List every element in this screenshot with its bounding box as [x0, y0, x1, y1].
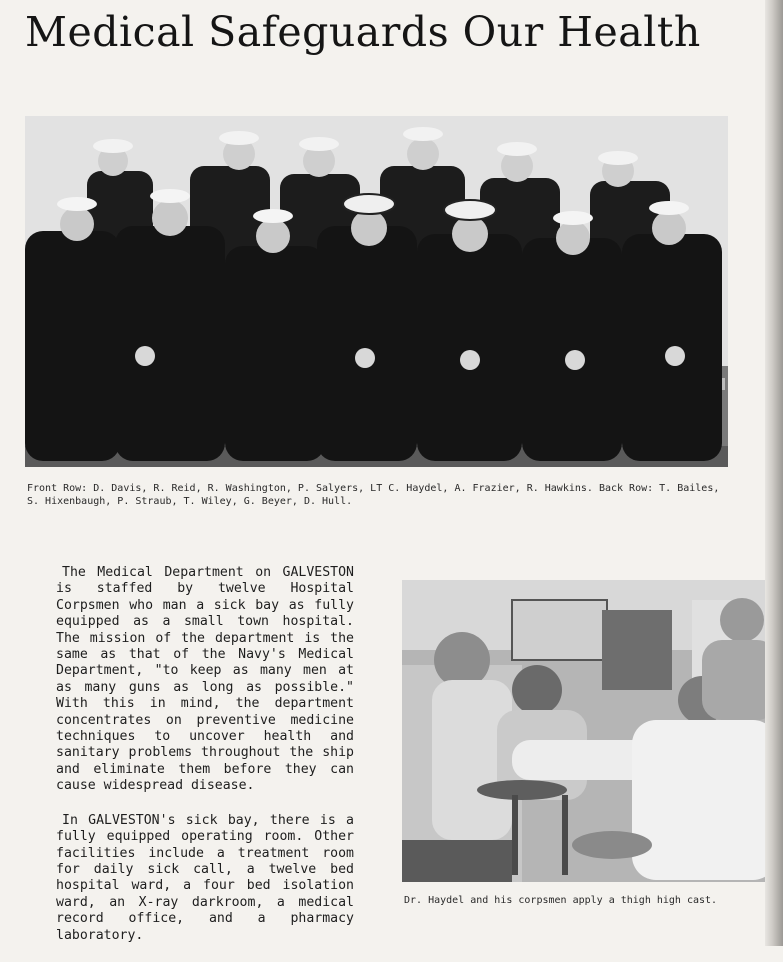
page-edge-shadow — [765, 0, 783, 946]
page-title: Medical Safeguards Our Health — [25, 8, 701, 56]
sickbay-photo-illustration — [402, 580, 777, 882]
group-photo-caption: Front Row: D. Davis, R. Reid, R. Washington, P. Salyers, LT C. Haydel, A. Frazier, R. Hawkins. Back Row: T. Bailes, S. Hixenbaugh, P. Straub, T. Wiley, G. Beyer, D. Hull. — [27, 483, 720, 507]
group-photo-illustration — [25, 116, 728, 467]
sickbay-photo — [402, 580, 777, 882]
group-photo — [25, 116, 728, 467]
article-paragraph-2: In GALVESTON's sick bay, there is a fully equipped operating room. Other facilities include a treatment room for daily sick call, a twelve bed hospital ward, a four bed isolation ward, an X-ray darkroom, a medical record office, and a pharmacy laboratory. — [56, 812, 354, 943]
article-paragraph-1: The Medical Department on GALVESTON is staffed by twelve Hospital Corpsmen who man a sick bay as fully equipped as a small town hospital. The mission of the department is the same as that of the Navy's Medical Department, "to keep as many men at as many guns as long as possible." With this in mind, the department concentrates on preventive medicine techniques to uncover health and sanitary problems throughout the ship and eliminate them before they can cause widespread disease. — [56, 565, 354, 794]
article-body — [56, 565, 354, 962]
sickbay-photo-caption: Dr. Haydel and his corpsmen apply a thigh high cast. — [404, 895, 718, 906]
